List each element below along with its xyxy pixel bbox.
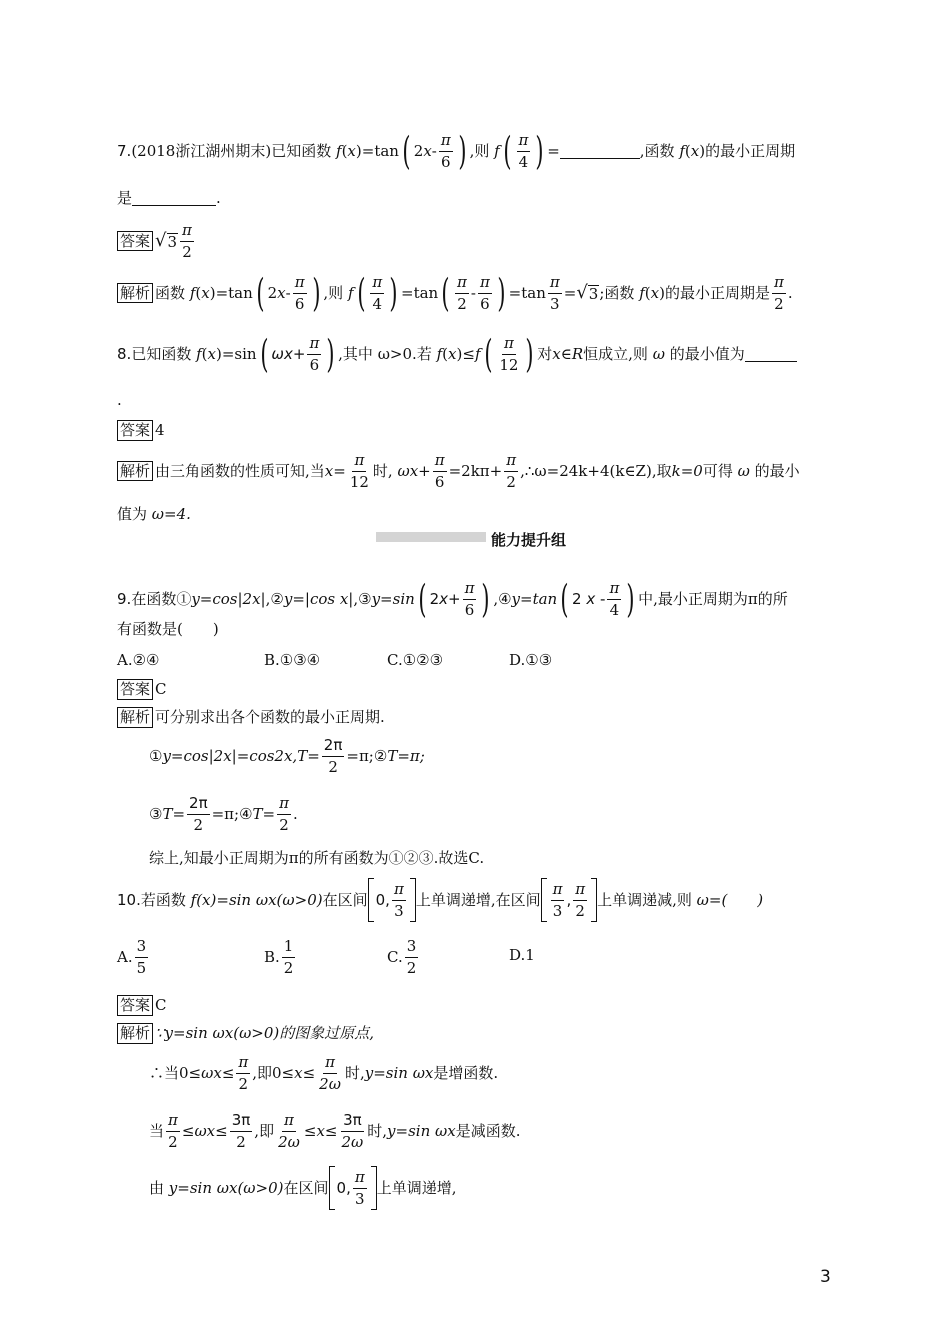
q9-analysis: 解析 可分别求出各个函数的最小正周期. xyxy=(117,707,385,728)
q9-analysis-line3: ③ T= $\frac{2\pi}{2}$ =π;④ T= $\frac{\pi}{2}$ . xyxy=(149,794,298,834)
q8-line1: 8. 已知函数 f ( x ) =sin ( ωx + $\frac{\pi}{6}$ ) ,其中 ω>0.若 f ( x ) ≤ f ( $\frac{\pi}{12}$ ) 对 x∈R 恒成立,则 ω 的最小值为 xyxy=(117,335,797,373)
q9-number: 9. xyxy=(117,589,132,608)
fraction: $\frac{\pi}{4}$ xyxy=(518,131,529,171)
q9-answer: 答案 C xyxy=(117,679,167,700)
q10-option-d[interactable]: D.1 xyxy=(509,946,535,964)
section-title: 能力提升组 xyxy=(491,531,567,549)
q9-option-c[interactable]: C.①②③ xyxy=(387,651,444,669)
q7-line1: 7. (2018浙江湖州期末) 已知函数 f ( x ) =tan ( 2 x - $\frac{\pi}{6}$ ) ,则 f ( $\frac{\pi}{4}$ ) = ,函数 f ( x ) 的最小正周期 xyxy=(117,129,796,173)
q10-option-b[interactable]: B. $\frac{1}{2}$ xyxy=(264,937,294,977)
fraction: $\frac{\pi}{6}$ xyxy=(440,131,451,171)
q10-answer: 答案 C xyxy=(117,995,167,1016)
page-number: 3 xyxy=(820,1267,831,1287)
interval: $\frac{\pi}{3}$ , $\frac{\pi}{2}$ xyxy=(541,878,598,922)
q9-line2: 有函数是( ) xyxy=(117,620,219,638)
q8-answer: 答案 4 xyxy=(117,420,165,441)
q10-analysis-line3: 当 $\frac{\pi}{2}$ ≤ ωx≤ $\frac{3\pi}{2}$ ,即 $\frac{\pi}{2\omega}$ ≤ x≤ $\frac{3\pi}{2\omega}$ 时, y=sin ωx 是减函数. xyxy=(149,1111,521,1151)
q8-number: 8. xyxy=(117,344,132,363)
section-bar xyxy=(376,532,486,542)
q9-option-a[interactable]: A.②④ xyxy=(117,651,160,669)
interval: 0 , $\frac{\pi}{3}$ xyxy=(368,878,416,922)
sqrt: √ 3 xyxy=(155,230,178,251)
q9-line1: 9. 在函数① y=cos|2x| ,② y=|cos x| ,③ y=sin ( 2 x + $\frac{\pi}{6}$ ) ,④ y=tan ( 2 x - $\frac{\pi}{4}$ ) 中,最小正周期为π的所 xyxy=(117,577,788,621)
analysis-tag: 解析 xyxy=(117,461,153,482)
q7-line2: 是 . xyxy=(117,189,221,207)
q7-paren: ( 2 x - $\frac{\pi}{6}$ ) xyxy=(402,129,467,173)
q7-answer xyxy=(117,222,196,260)
analysis-tag: 解析 xyxy=(117,707,153,728)
q7-number: 7. xyxy=(117,141,132,160)
answer-tag: 答案 xyxy=(117,231,153,252)
q10-option-c[interactable]: C. $\frac{3}{2}$ xyxy=(387,937,417,977)
q10-line1: 10. 若函数 f(x)=sin ωx(ω>0) 在区间 0 , $\frac{\pi}{3}$ 上单调递增,在区间 $\frac{\pi}{3}$ , $\frac{\pi}{2}$ 上单调递减,则 ω=( ) xyxy=(117,878,763,922)
q9-option-b[interactable]: B.①③④ xyxy=(264,651,321,669)
q10-analysis: 解析 ∵y=sin ωx(ω>0)的图象过原点, xyxy=(117,1023,374,1044)
q8-analysis: 解析 由三角函数的性质可知,当 x= $\frac{\pi}{12}$ 时, ωx+ $\frac{\pi}{6}$ =2kπ+ $\frac{\pi}{2}$ ,∴ ω=24k+4(k∈Z) ,取 k=0 可得 ω 的最小 xyxy=(117,452,800,490)
q9-analysis-line4: 综上,知最小正周期为π的所有函数为①②③.故选C. xyxy=(149,849,485,867)
answer-tag: 答案 xyxy=(117,679,153,700)
q10-option-a[interactable]: A. $\frac{3}{5}$ xyxy=(117,937,147,977)
answer-tag: 答案 xyxy=(117,995,153,1016)
q10-analysis-line4: 由 y=sin ωx(ω>0) 在区间 0 , $\frac{\pi}{3}$ 上单调递增, xyxy=(149,1166,457,1210)
q8-analysis-line2: 值为 ω=4. xyxy=(117,505,191,523)
answer-blank[interactable] xyxy=(560,144,640,159)
analysis-tag: 解析 xyxy=(117,1023,153,1044)
q9-option-d[interactable]: D.①③ xyxy=(509,651,553,669)
q7-analysis: 解析 函数 f ( x ) =tan ( 2 x - $\frac{\pi}{6}$ ) ,则 f ( $\frac{\pi}{4}$ ) =tan ( $\frac{\pi}{2}$ - $\frac{\pi}{6}$ ) =tan $\frac{\pi}{3}$ = √ 3 ;函数 f ( x ) 的最小正周期是 $\frac{\pi}{2}$ . xyxy=(117,274,793,312)
q7-source: (2018浙江湖州期末) xyxy=(131,141,272,160)
answer-blank[interactable] xyxy=(132,191,216,206)
interval: 0 , $\frac{\pi}{3}$ xyxy=(329,1166,377,1210)
q7-text1: 已知函数 xyxy=(271,141,332,160)
fraction: $\frac{\pi}{2}$ xyxy=(182,221,192,261)
q8-line2: . xyxy=(117,391,122,409)
answer-tag: 答案 xyxy=(117,420,153,441)
analysis-tag: 解析 xyxy=(117,283,153,304)
answer-blank[interactable] xyxy=(745,347,797,362)
q9-analysis-line2: ① y=cos|2x|=cos2x, T= $\frac{2\pi}{2}$ =π;② T=π; xyxy=(149,736,425,776)
q10-number: 10. xyxy=(117,890,141,909)
q10-analysis-line2: ∴当0≤ ωx≤ $\frac{\pi}{2}$ ,即0≤ x≤ $\frac{\pi}{2\omega}$ 时, y=sin ωx 是增函数. xyxy=(149,1053,499,1093)
